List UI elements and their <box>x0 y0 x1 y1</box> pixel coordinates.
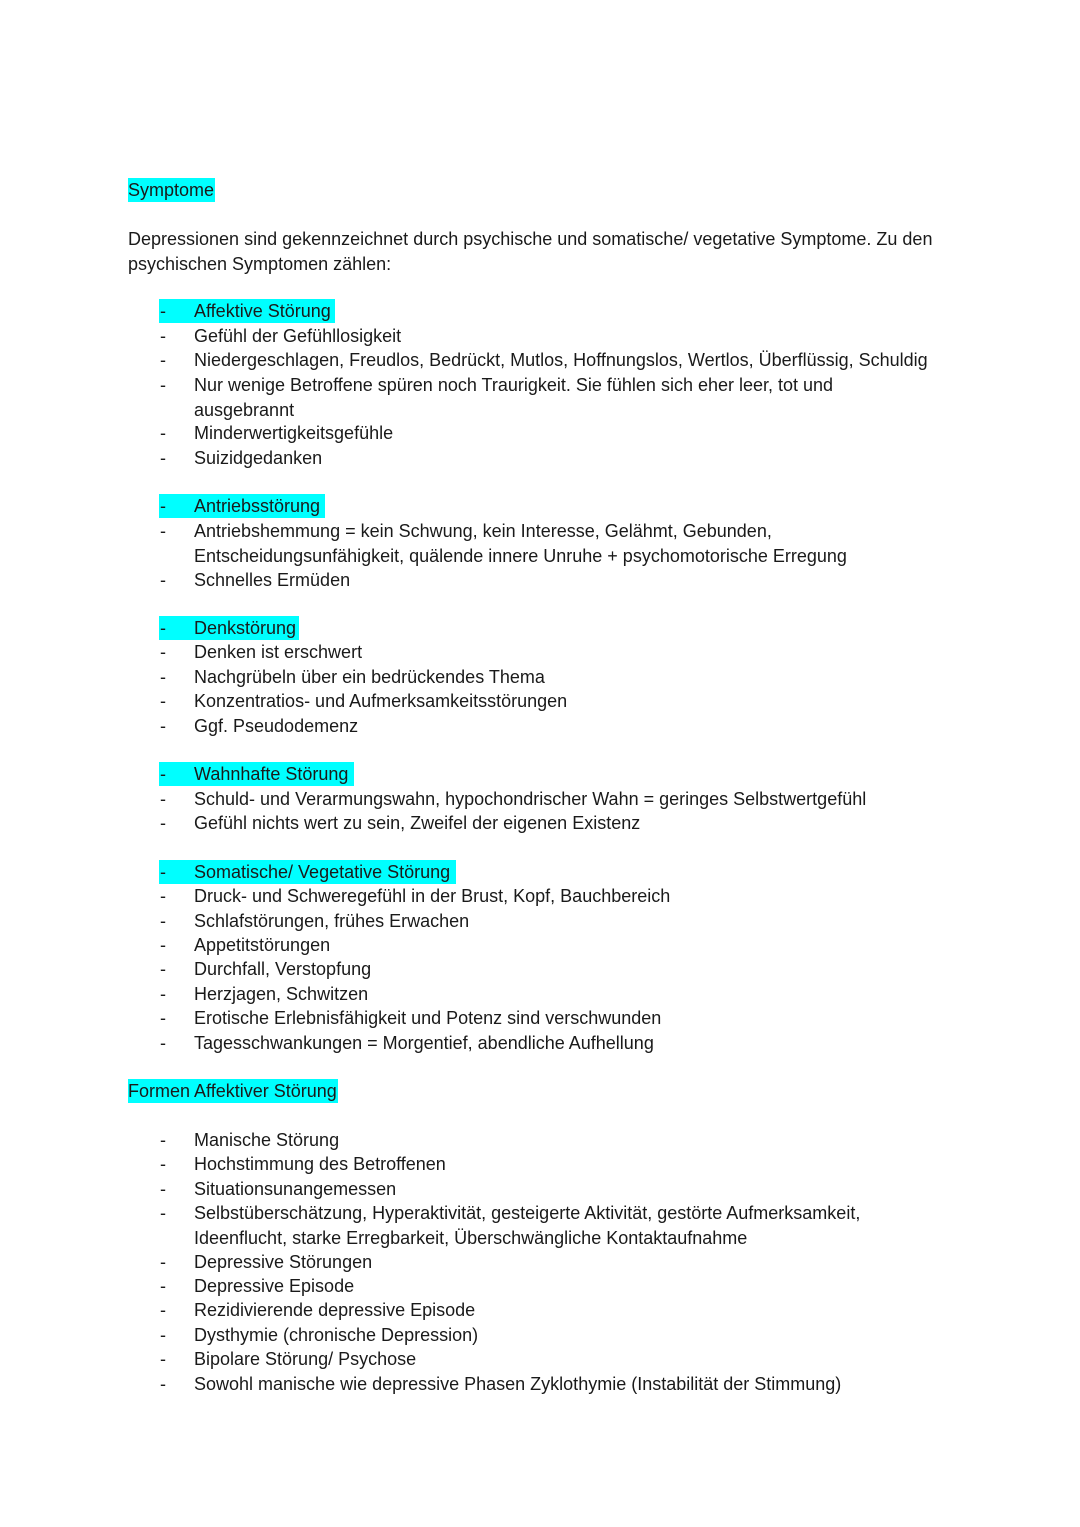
list-item: - Rezidivierende depressive Episode <box>160 1300 476 1320</box>
list-dash: - <box>160 301 166 321</box>
section-heading-forms: Formen Affektiver Störung <box>128 1081 337 1101</box>
list-item: - Erotische Erlebnisfähigkeit und Potenz sind verschwunden <box>160 1008 662 1028</box>
list-item: - Schlafstörungen, frühes Erwachen <box>160 911 470 931</box>
group-title: Somatische/ Vegetative Störung <box>194 862 451 882</box>
list-item: - Dysthymie (chronische Depression) <box>160 1325 479 1345</box>
group-title: Wahnhafte Störung <box>194 764 349 784</box>
list-item: - Ggf. Pseudodemenz <box>160 716 359 736</box>
group-heading-delusional: - Wahnhafte Störung <box>0 762 1080 787</box>
list-item: - Gefühl nichts wert zu sein, Zweifel der eigenen Existenz <box>160 813 641 833</box>
intro-paragraph: Depressionen sind gekennzeichnet durch psychische und somatische/ vegetative Symptome. Zu den psychischen Symptomen zählen: <box>128 229 933 274</box>
list-item: - Depressive Störungen <box>160 1252 373 1272</box>
list-item: - Appetitstörungen <box>160 935 331 955</box>
list-item: - Konzentratios- und Aufmerksamkeitsstörungen <box>160 691 568 711</box>
group-title: Affektive Störung <box>194 301 331 321</box>
list-item: - Minderwertigkeitsgefühle <box>160 423 394 443</box>
group-heading-affective <box>0 299 1080 324</box>
group-heading-thinking: - Denkstörung <box>0 616 1080 641</box>
list-item: - Druck- und Schweregefühl in der Brust, Kopf, Bauchbereich <box>160 886 671 906</box>
section-heading-symptoms: Symptome <box>128 180 215 200</box>
list-item: - Schnelles Ermüden <box>160 570 351 590</box>
list-item: - Bipolare Störung/ Psychose <box>160 1349 417 1369</box>
list-item: - Manische Störung <box>160 1130 340 1150</box>
list-item: - Tagesschwankungen = Morgentief, abendliche Aufhellung <box>160 1033 654 1053</box>
list-item: - Durchfall, Verstopfung <box>160 959 372 979</box>
list-item: - Antriebshemmung = kein Schwung, kein Interesse, Gelähmt, Gebunden, Entscheidungsunfähigkeit, quälende innere Unruhe + psychomotorische Erregung <box>160 521 847 566</box>
group-title: Denkstörung <box>194 618 297 638</box>
list-item: - Herzjagen, Schwitzen <box>160 984 369 1004</box>
list-item: - Situationsunangemessen <box>160 1179 397 1199</box>
list-item: - Suizidgedanken <box>160 448 323 468</box>
list-item: - Gefühl der Gefühllosigkeit <box>160 326 402 346</box>
list-item: - Selbstüberschätzung, Hyperaktivität, gesteigerte Aktivität, gestörte Aufmerksamkeit, Ideenflucht, starke Erregbarkeit, Überschwängliche Kontaktaufnahme <box>160 1203 861 1248</box>
list-item: - Denken ist erschwert <box>160 642 363 662</box>
list-item: - Nur wenige Betroffene spüren noch Traurigkeit. Sie fühlen sich eher leer, tot und ausgebrannt <box>160 375 834 420</box>
list-item: - Sowohl manische wie depressive Phasen Zyklothymie (Instabilität der Stimmung) <box>160 1374 842 1394</box>
list-item: - Depressive Episode <box>160 1276 355 1296</box>
group-title: Antriebsstörung <box>194 496 321 516</box>
list-item: - Schuld- und Verarmungswahn, hypochondrischer Wahn = geringes Selbstwertgefühl <box>160 789 867 809</box>
group-heading-drive: - Antriebsstörung <box>0 494 1080 519</box>
list-item: - Niedergeschlagen, Freudlos, Bedrückt, Mutlos, Hoffnungslos, Wertlos, Überflüssig, Schuldig <box>160 350 928 370</box>
list-item: - Nachgrübeln über ein bedrückendes Thema <box>160 667 545 687</box>
group-heading-somatic: - Somatische/ Vegetative Störung <box>0 860 1080 885</box>
list-item: - Hochstimmung des Betroffenen <box>160 1154 446 1174</box>
